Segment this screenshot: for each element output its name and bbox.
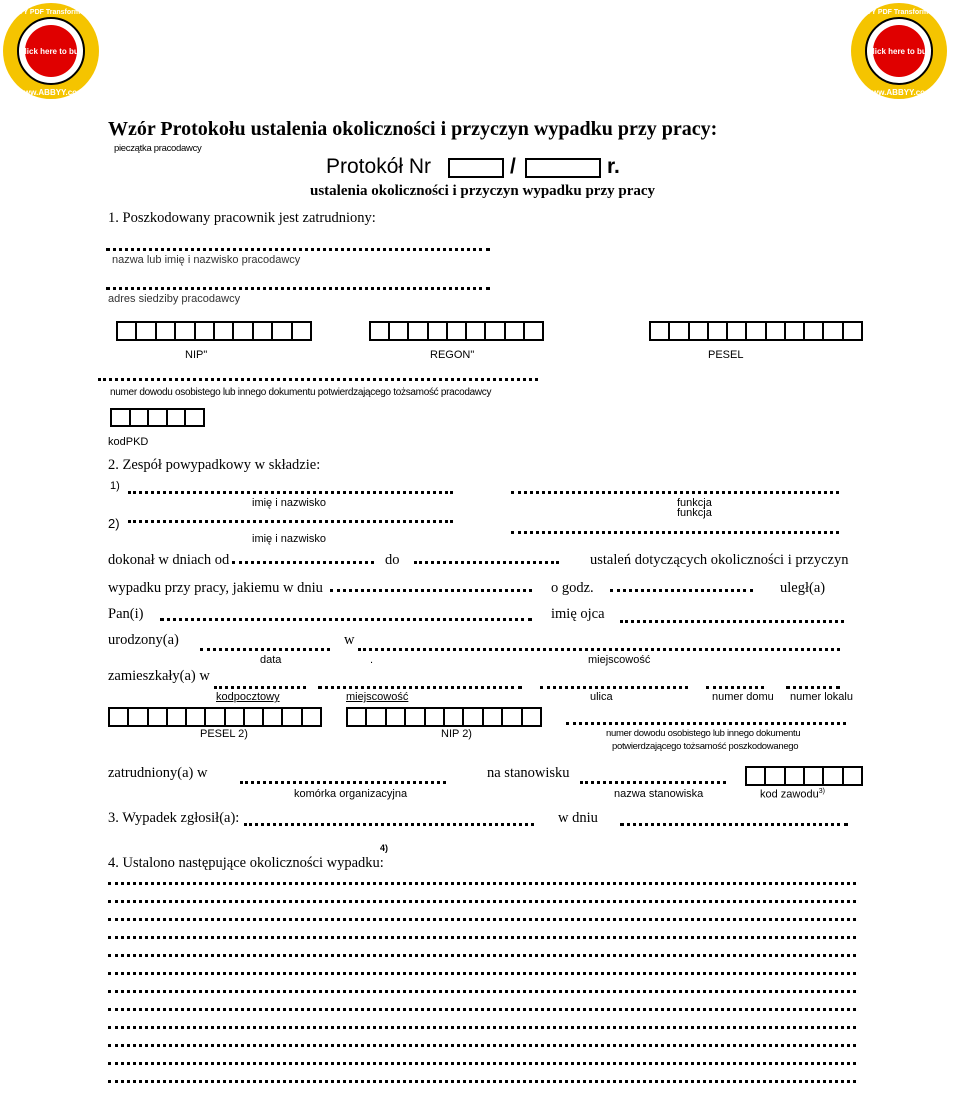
findings-label: ustaleń dotyczących okoliczności i przyczyn [590, 552, 849, 568]
pesel-label: PESEL [708, 349, 744, 361]
at-hour-label: o godz. [551, 580, 594, 596]
report-date-label: w dniu [558, 810, 598, 826]
father-name-label: imię ojca [551, 606, 605, 622]
regon-label: REGON" [430, 349, 475, 361]
member1-name-field[interactable] [128, 491, 453, 494]
circumstance-line[interactable] [108, 882, 856, 885]
svg-text:www.ABBYY.com: www.ABBYY.com [865, 88, 933, 97]
performed-from-label: dokonał w dniach od [108, 552, 230, 568]
date-from-field[interactable] [232, 561, 374, 564]
svg-text:ABBYY PDF Transformer 3.0: ABBYY PDF Transformer 3.0 [3, 9, 99, 16]
employer-address-label: adres siedziby pracodawcy [108, 293, 241, 305]
victim-id-doc-label-2: potwierdzającego tożsamość poszkodowanego [612, 741, 799, 752]
pkd-label: kodPKD [108, 436, 149, 448]
house-number-field[interactable] [706, 686, 764, 689]
protocol-year-suffix: r. [607, 155, 620, 178]
member1-function-label: funkcja [677, 497, 712, 509]
circumstance-line[interactable] [108, 954, 856, 957]
protocol-number-field[interactable] [448, 158, 504, 178]
position-name-label: nazwa stanowiska [614, 788, 704, 800]
victim-id-doc-label-1: numer dowodu osobistego lub innego dokumentu [606, 728, 801, 739]
watermark-text-right: Click here to buy [866, 47, 932, 56]
house-number-label: numer domu [712, 691, 774, 703]
accident-on-label: wypadku przy pracy, jakiemu w dniu [108, 580, 323, 596]
protocol-subtitle: ustalenia okoliczności i przyczyn wypadku przy pracy [310, 183, 656, 199]
accident-date-field[interactable] [330, 589, 532, 592]
employed-in-label: zatrudniony(a) w [108, 765, 208, 781]
circumstance-line[interactable] [108, 1026, 856, 1029]
job-code-label: kod zawodu$^{3)}$ [760, 788, 825, 801]
pkd-boxes[interactable] [110, 408, 205, 427]
section1-heading: 1. Poszkodowany pracownik jest zatrudniony: [108, 210, 376, 226]
born-in-label: w [344, 632, 355, 648]
dot-mark: . [370, 654, 374, 666]
victim-nip-label: NIP 2) [441, 728, 472, 740]
pesel-boxes[interactable] [649, 321, 863, 341]
position-field[interactable] [580, 781, 726, 784]
circumstance-line[interactable] [108, 918, 856, 921]
circumstance-line[interactable] [108, 1062, 856, 1065]
date-to-field[interactable] [414, 561, 559, 564]
member1-function-field[interactable] [511, 491, 839, 494]
father-name-field[interactable] [620, 620, 844, 623]
stamp-label: pieczątka pracodawcy [114, 143, 202, 154]
employer-name-label: nazwa lub imię i nazwisko pracodawcy [112, 254, 301, 266]
position-label: na stanowisku [487, 765, 570, 781]
member2-function-label: funkcja [677, 507, 712, 519]
watermark-text-left: Click here to buy [18, 47, 84, 56]
to-label: do [385, 552, 400, 568]
nip-label: NIP" [185, 349, 208, 361]
employer-address-field[interactable] [106, 287, 490, 290]
member1-marker: 1) [110, 480, 120, 492]
abbyy-watermark-right[interactable] [850, 2, 948, 100]
reporter-field[interactable] [244, 823, 534, 826]
section2-heading: 2. Zespół powypadkowy w składzie: [108, 457, 321, 473]
circumstance-line[interactable] [108, 972, 856, 975]
flat-number-field[interactable] [786, 686, 840, 689]
main-title: Wzór Protokołu ustalenia okoliczności i przyczyn wypadku przy pracy: [108, 118, 718, 140]
birth-place-label: miejscowość [588, 654, 651, 666]
employer-id-doc-label: numer dowodu osobistego lub innego dokumentu potwierdzającego tożsamość pracodawcy [110, 387, 492, 398]
postcode-label: kodpocztowy [216, 691, 280, 703]
section4-footnote: 4) [380, 843, 389, 853]
member2-marker: 2) [108, 516, 120, 531]
protocol-nr-label: Protokół Nr [326, 155, 432, 178]
victim-pesel-boxes[interactable] [108, 707, 322, 727]
birth-date-field[interactable] [200, 648, 330, 651]
org-unit-field[interactable] [240, 781, 446, 784]
born-label: urodzony(a) [108, 632, 179, 648]
job-code-boxes[interactable] [745, 766, 863, 786]
circumstance-line[interactable] [108, 936, 856, 939]
town-field[interactable] [318, 686, 522, 689]
street-field[interactable] [540, 686, 688, 689]
circumstance-line[interactable] [108, 1080, 856, 1083]
protocol-year-field[interactable] [525, 158, 601, 178]
victim-nip-boxes[interactable] [346, 707, 542, 727]
svg-text:ABBYY PDF Transformer 3.0: ABBYY PDF Transformer 3.0 [851, 9, 947, 16]
member2-name-field[interactable] [128, 520, 453, 523]
victim-id-doc-field[interactable] [566, 722, 846, 725]
street-label: ulica [590, 691, 613, 703]
circumstance-line[interactable] [108, 1044, 856, 1047]
resident-label: zamieszkały(a) w [108, 668, 210, 684]
circumstance-line[interactable] [108, 900, 856, 903]
victim-pesel-label: PESEL 2) [200, 728, 248, 740]
postcode-field[interactable] [214, 686, 306, 689]
member1-name-label: imię i nazwisko [252, 497, 326, 509]
flat-number-label: numer lokalu [790, 691, 853, 703]
nip-boxes[interactable] [116, 321, 312, 341]
victim-name-field[interactable] [160, 618, 532, 621]
section4-heading: 4. Ustalono następujące okoliczności wypadku: [108, 855, 384, 871]
employer-id-doc-field[interactable] [98, 378, 538, 381]
protocol-slash: / [510, 155, 516, 178]
abbyy-watermark-left[interactable] [2, 2, 100, 100]
suffered-label: uległ(a) [780, 580, 826, 596]
member2-name-label: imię i nazwisko [252, 533, 326, 545]
section3-heading: 3. Wypadek zgłosił(a): [108, 810, 240, 826]
accident-hour-field[interactable] [610, 589, 753, 592]
report-date-field[interactable] [620, 823, 848, 826]
org-unit-label: komórka organizacyjna [294, 788, 408, 800]
svg-text:www.ABBYY.com: www.ABBYY.com [17, 88, 85, 97]
circumstance-line[interactable] [108, 990, 856, 993]
regon-boxes[interactable] [369, 321, 544, 341]
town-label: miejscowość [346, 691, 409, 703]
mr-mrs-label: Pan(i) [108, 606, 144, 622]
circumstance-line[interactable] [108, 1008, 856, 1011]
employer-name-field[interactable] [106, 248, 490, 251]
birth-date-label: data [260, 654, 282, 666]
member2-function-field[interactable] [511, 531, 839, 534]
birth-place-field[interactable] [358, 648, 840, 651]
